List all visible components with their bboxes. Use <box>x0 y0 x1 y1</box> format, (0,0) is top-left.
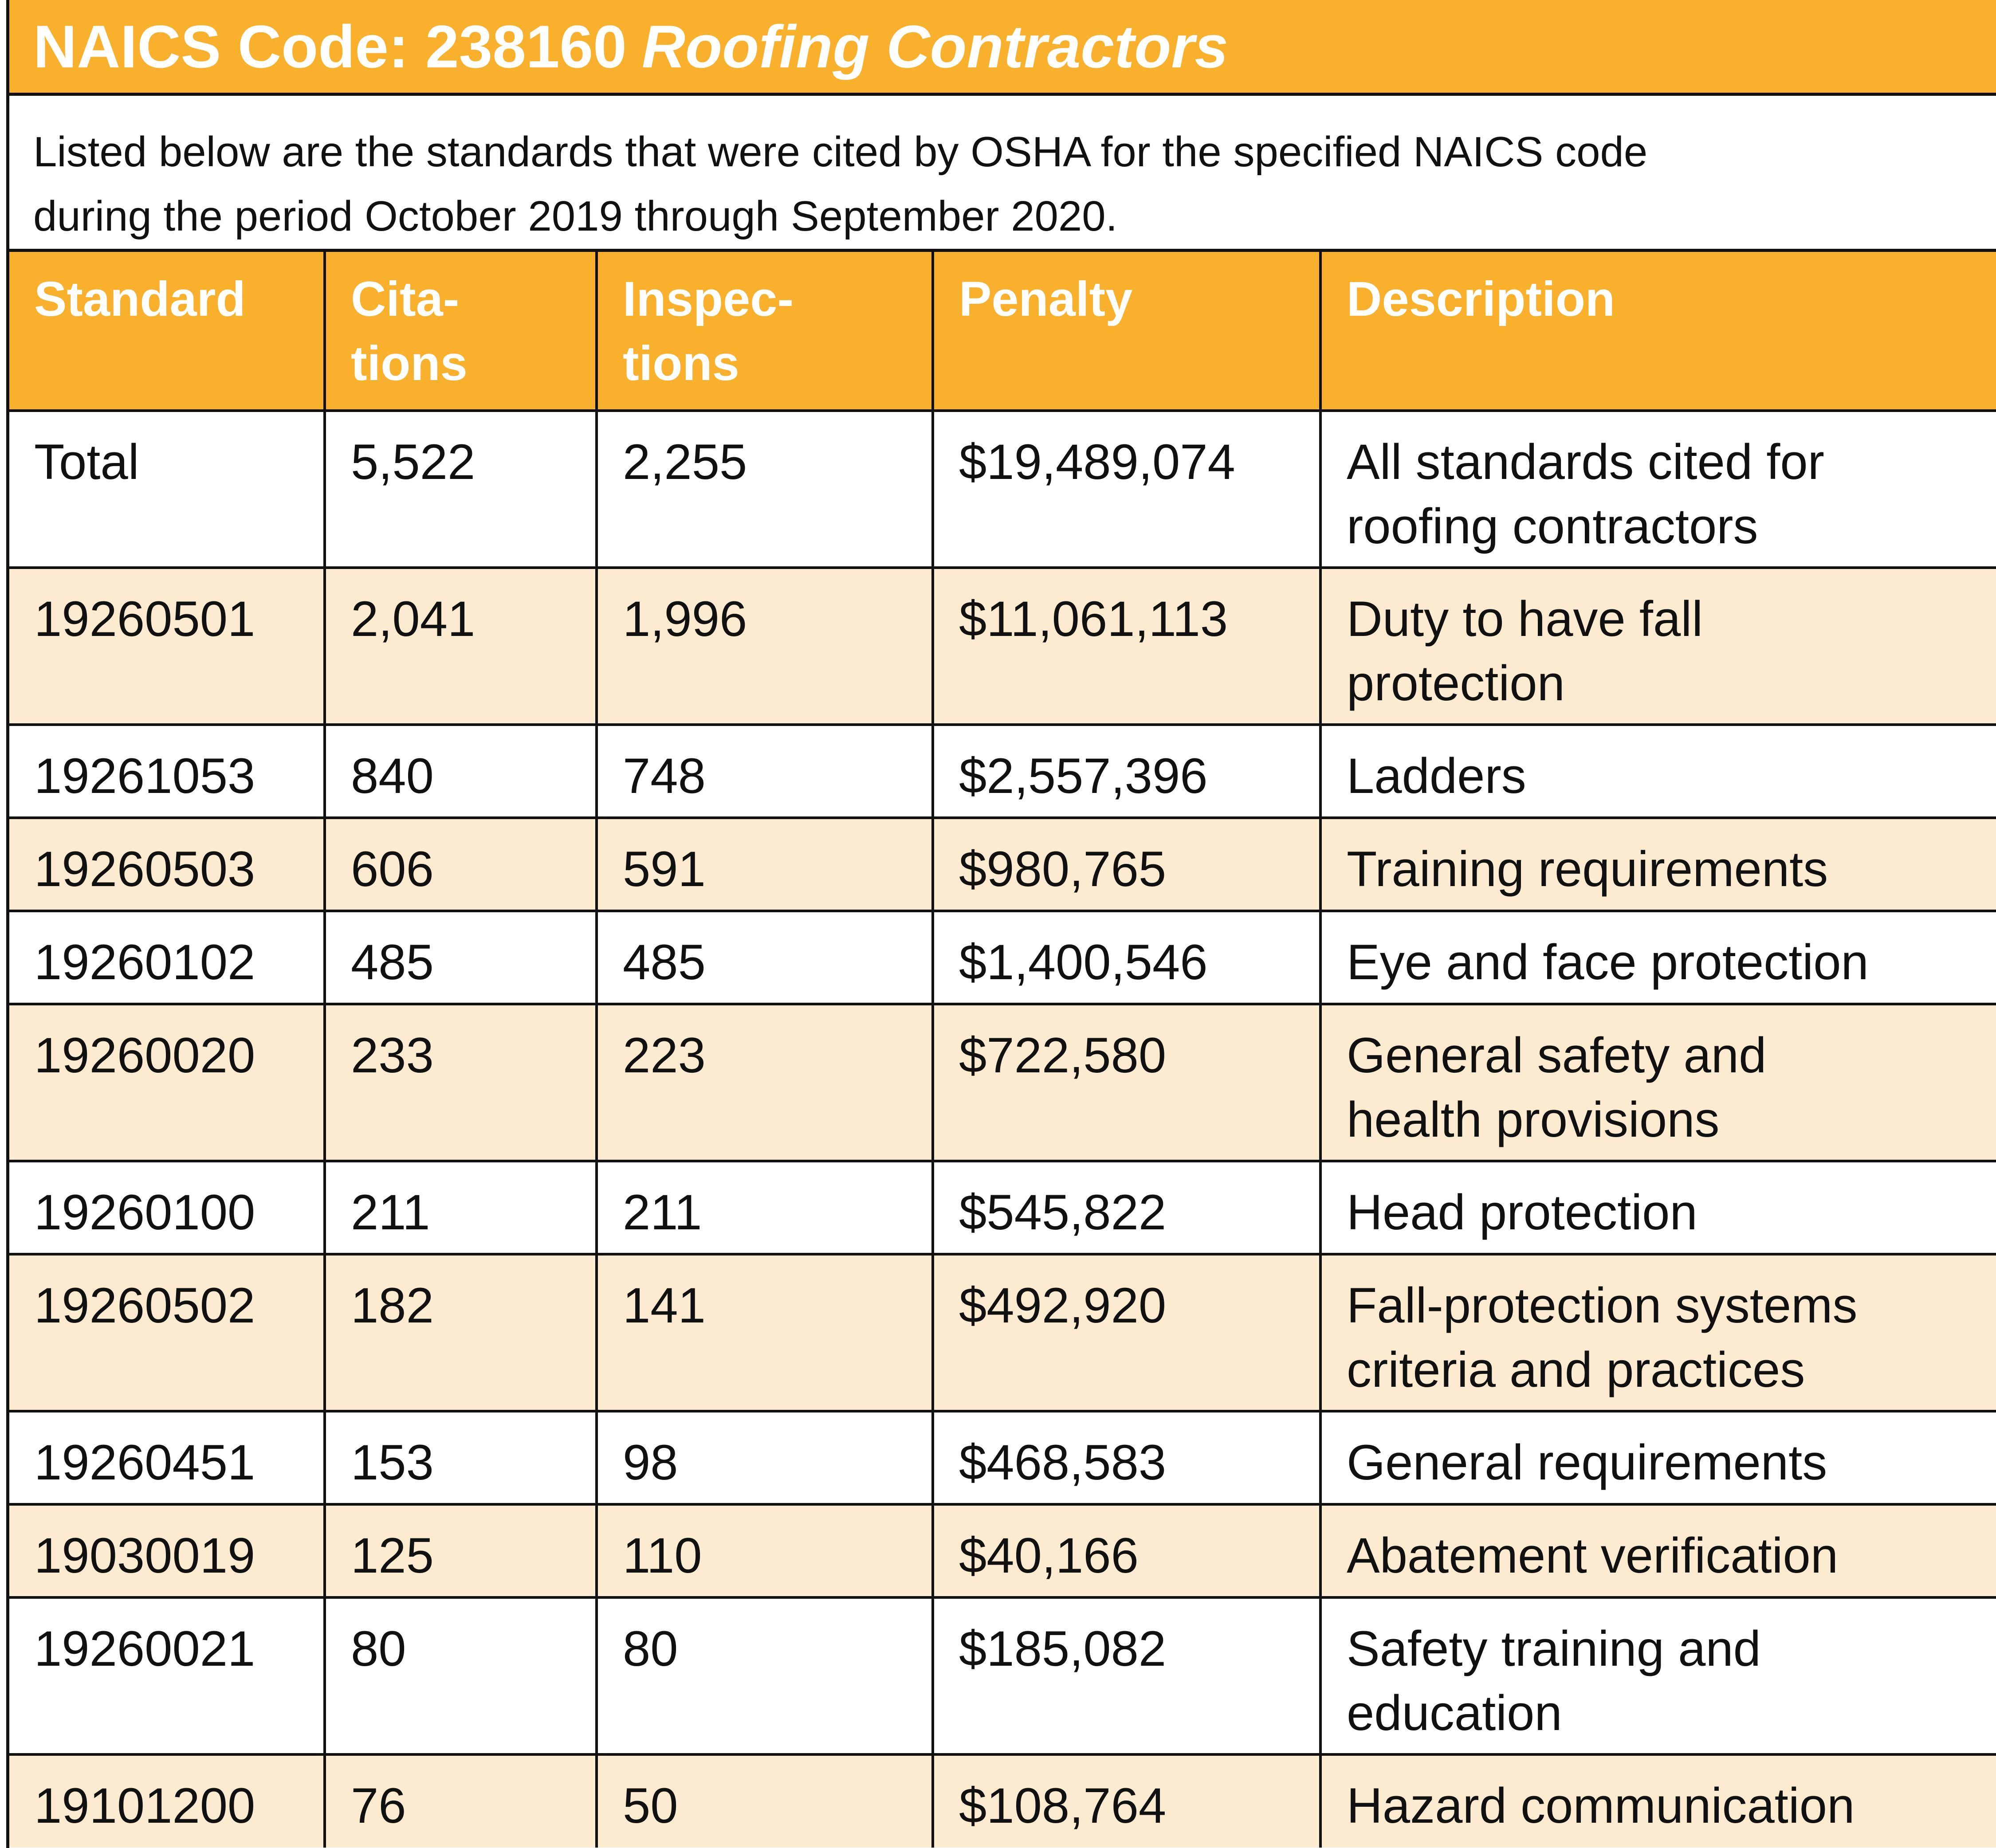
cell-standard: 19261053 <box>9 725 325 818</box>
cell-standard: 19260451 <box>9 1411 325 1504</box>
cell-citations: 153 <box>325 1411 597 1504</box>
cell-citations: 76 <box>325 1754 597 1848</box>
table-row <box>9 1254 1996 1411</box>
title-industry: Roofing Contractors <box>641 12 1228 80</box>
table-header-row <box>9 252 1996 411</box>
intro-line: Listed below are the standards that were cited by OSHA for the specified NAICS code <box>33 128 1648 176</box>
cell-citations: 840 <box>325 725 597 818</box>
cell-standard: 19260102 <box>9 911 325 1004</box>
title-bar <box>9 0 1996 96</box>
table-row <box>9 1504 1996 1597</box>
cell-citations: 5,522 <box>325 411 597 568</box>
cell-inspections: 141 <box>597 1254 933 1411</box>
cell-penalty: $545,822 <box>933 1161 1320 1254</box>
cell-penalty: $11,061,113 <box>933 568 1320 725</box>
intro-line: during the period October 2019 through September 2020. <box>33 192 1118 240</box>
cell-citations: 182 <box>325 1254 597 1411</box>
cell-standard: 19260501 <box>9 568 325 725</box>
table-row <box>9 1411 1996 1504</box>
table-row <box>9 1161 1996 1254</box>
header-standard: Standard <box>9 252 325 411</box>
table-row <box>9 911 1996 1004</box>
cell-inspections: 211 <box>597 1161 933 1254</box>
cell-penalty: $2,557,396 <box>933 725 1320 818</box>
table-row <box>9 818 1996 911</box>
table-row <box>9 725 1996 818</box>
header-description: Description <box>1320 252 1996 411</box>
cell-penalty: $722,580 <box>933 1004 1320 1161</box>
table-row <box>9 568 1996 725</box>
cell-penalty: $108,764 <box>933 1754 1320 1848</box>
cell-penalty: $1,400,546 <box>933 911 1320 1004</box>
cell-penalty: $19,489,074 <box>933 411 1320 568</box>
table-row <box>9 1754 1996 1848</box>
table-row <box>9 1597 1996 1754</box>
cell-penalty: $468,583 <box>933 1411 1320 1504</box>
cell-inspections: 748 <box>597 725 933 818</box>
cell-inspections: 50 <box>597 1754 933 1848</box>
cell-description: General requirements <box>1320 1411 1996 1504</box>
cell-description: General safety and health provisions <box>1320 1004 1996 1161</box>
cell-standard: 19260020 <box>9 1004 325 1161</box>
title-naics-code: NAICS Code: 238160 <box>33 12 627 80</box>
cell-inspections: 1,996 <box>597 568 933 725</box>
cell-standard: Total <box>9 411 325 568</box>
cell-description: Ladders <box>1320 725 1996 818</box>
cell-inspections: 223 <box>597 1004 933 1161</box>
cell-standard: 19101200 <box>9 1754 325 1848</box>
cell-description: Fall-protection systems criteria and practices <box>1320 1254 1996 1411</box>
header-inspections: Inspec- tions <box>597 252 933 411</box>
cell-description: Abatement verification <box>1320 1504 1996 1597</box>
table-row-total <box>9 411 1996 568</box>
cell-standard: 19260021 <box>9 1597 325 1754</box>
cell-citations: 2,041 <box>325 568 597 725</box>
cell-penalty: $980,765 <box>933 818 1320 911</box>
cell-description: Eye and face protection <box>1320 911 1996 1004</box>
cell-inspections: 2,255 <box>597 411 933 568</box>
cell-citations: 606 <box>325 818 597 911</box>
standards-table <box>9 252 1996 1848</box>
cell-penalty: $40,166 <box>933 1504 1320 1597</box>
cell-citations: 80 <box>325 1597 597 1754</box>
cell-penalty: $492,920 <box>933 1254 1320 1411</box>
cell-citations: 125 <box>325 1504 597 1597</box>
cell-description: Training requirements <box>1320 818 1996 911</box>
cell-inspections: 591 <box>597 818 933 911</box>
cell-inspections: 98 <box>597 1411 933 1504</box>
cell-penalty: $185,082 <box>933 1597 1320 1754</box>
cell-citations: 485 <box>325 911 597 1004</box>
cell-inspections: 485 <box>597 911 933 1004</box>
citation-table-figure <box>6 0 1996 1848</box>
header-citations: Cita- tions <box>325 252 597 411</box>
cell-inspections: 110 <box>597 1504 933 1597</box>
cell-standard: 19260503 <box>9 818 325 911</box>
table-row <box>9 1004 1996 1161</box>
cell-description: Head protection <box>1320 1161 1996 1254</box>
cell-description: Duty to have fall protection <box>1320 568 1996 725</box>
cell-description: Safety training and education <box>1320 1597 1996 1754</box>
cell-citations: 211 <box>325 1161 597 1254</box>
cell-citations: 233 <box>325 1004 597 1161</box>
intro-text <box>9 96 1996 252</box>
cell-standard: 19260502 <box>9 1254 325 1411</box>
cell-description: All standards cited for roofing contractors <box>1320 411 1996 568</box>
header-penalty: Penalty <box>933 252 1320 411</box>
cell-standard: 19260100 <box>9 1161 325 1254</box>
cell-standard: 19030019 <box>9 1504 325 1597</box>
cell-description: Hazard communication <box>1320 1754 1996 1848</box>
cell-inspections: 80 <box>597 1597 933 1754</box>
